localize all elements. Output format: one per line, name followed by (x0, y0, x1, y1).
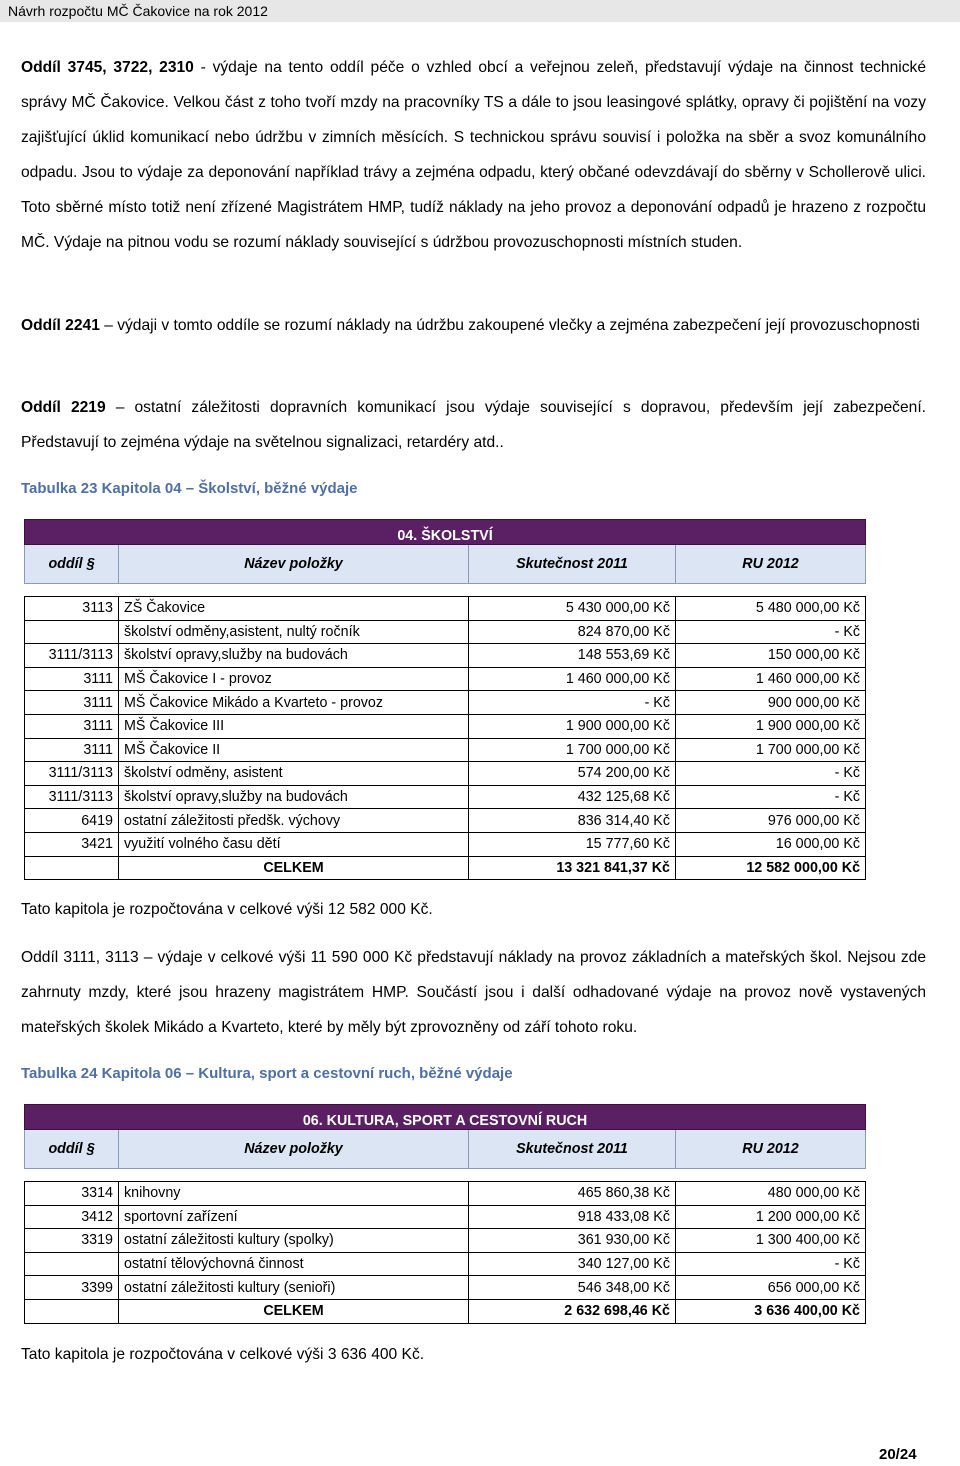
cell-skutecnost: 546 348,00 Kč (469, 1276, 676, 1300)
table-title-row (25, 1105, 866, 1130)
document-header (0, 0, 960, 22)
header-nazev: Název položky (119, 1130, 469, 1169)
cell-oddil: 6419 (25, 809, 119, 833)
table-row (25, 832, 866, 856)
cell-ru: 16 000,00 Kč (676, 832, 866, 856)
cell-nazev: ostatní záležitosti kultury (spolky) (119, 1229, 469, 1253)
cell-nazev: školství odměny, asistent (119, 762, 469, 786)
header-skutecnost: Skutečnost 2011 (469, 1130, 676, 1169)
table-title: 06. KULTURA, SPORT A CESTOVNÍ RUCH (25, 1105, 866, 1130)
cell-oddil: 3111/3113 (25, 644, 119, 668)
table-title-row (25, 520, 866, 545)
cell-ru: 1 900 000,00 Kč (676, 714, 866, 738)
paragraph-chapter06-total: Tato kapitola je rozpočtována v celkové výši 3 636 400 Kč. (21, 1346, 425, 1363)
paragraph-oddil-2219 (21, 390, 926, 460)
cell-ru: - Kč (676, 1252, 866, 1276)
cell-oddil: 3314 (25, 1182, 119, 1206)
cell-oddil: 3111/3113 (25, 762, 119, 786)
total-label: CELKEM (119, 1299, 469, 1323)
table-title: 04. ŠKOLSTVÍ (25, 520, 866, 545)
header-oddil: oddíl § (25, 1130, 119, 1169)
cell-oddil: 3399 (25, 1276, 119, 1300)
table-header-row (25, 545, 866, 584)
cell-skutecnost: 574 200,00 Kč (469, 762, 676, 786)
cell-nazev: školství opravy,služby na budovách (119, 785, 469, 809)
cell-oddil: 3111 (25, 738, 119, 762)
header-ru: RU 2012 (676, 1130, 866, 1169)
cell-skutecnost: 824 870,00 Kč (469, 620, 676, 644)
header-skutecnost: Skutečnost 2011 (469, 545, 676, 584)
cell-nazev: ostatní tělovýchovná činnost (119, 1252, 469, 1276)
cell-oddil: 3319 (25, 1229, 119, 1253)
cell-skutecnost: 465 860,38 Kč (469, 1182, 676, 1206)
cell-ru: 5 480 000,00 Kč (676, 597, 866, 621)
total-label: CELKEM (119, 856, 469, 880)
cell-skutecnost: 361 930,00 Kč (469, 1229, 676, 1253)
total-empty-cell (25, 856, 119, 880)
total-skutecnost: 2 632 698,46 Kč (469, 1299, 676, 1323)
cell-ru: - Kč (676, 762, 866, 786)
page-number: 20/24 (879, 1446, 917, 1463)
cell-nazev: využití volného času dětí (119, 832, 469, 856)
paragraph-oddil-3745 (21, 50, 926, 260)
table-row (25, 762, 866, 786)
cell-skutecnost: - Kč (469, 691, 676, 715)
cell-nazev: ZŠ Čakovice (119, 597, 469, 621)
cell-skutecnost: 836 314,40 Kč (469, 809, 676, 833)
cell-skutecnost: 1 900 000,00 Kč (469, 714, 676, 738)
cell-skutecnost: 1 700 000,00 Kč (469, 738, 676, 762)
table-row (25, 620, 866, 644)
total-skutecnost: 13 321 841,37 Kč (469, 856, 676, 880)
table-total-row (25, 1299, 866, 1323)
table-row (25, 691, 866, 715)
cell-nazev: MŠ Čakovice III (119, 714, 469, 738)
cell-ru: 1 200 000,00 Kč (676, 1205, 866, 1229)
paragraph-chapter04-total: Tato kapitola je rozpočtována v celkové výši 12 582 000 Kč. (21, 901, 433, 918)
cell-ru: 1 700 000,00 Kč (676, 738, 866, 762)
cell-oddil: 3113 (25, 597, 119, 621)
table-caption-24: Tabulka 24 Kapitola 06 – Kultura, sport a cestovní ruch, běžné výdaje (21, 1065, 513, 1082)
table-row (25, 1229, 866, 1253)
cell-nazev: MŠ Čakovice II (119, 738, 469, 762)
cell-skutecnost: 5 430 000,00 Kč (469, 597, 676, 621)
table-row (25, 1252, 866, 1276)
table-row (25, 714, 866, 738)
cell-oddil: 3421 (25, 832, 119, 856)
cell-oddil: 3111/3113 (25, 785, 119, 809)
cell-skutecnost: 15 777,60 Kč (469, 832, 676, 856)
table-row (25, 1276, 866, 1300)
header-ru: RU 2012 (676, 545, 866, 584)
cell-skutecnost: 432 125,68 Kč (469, 785, 676, 809)
table-row (25, 644, 866, 668)
cell-ru: 1 300 400,00 Kč (676, 1229, 866, 1253)
total-ru: 12 582 000,00 Kč (676, 856, 866, 880)
paragraph-oddil-3111: Oddíl 3111, 3113 – výdaje v celkové výši 11 590 000 Kč představují náklady na provoz základních a mateřských škol. Nejsou zde zahrnuty mzdy, které jsou hrazeny magistrátem HMP. Součástí jsou i další odhadované výdaje na provoz nově vystavených mateřských školek Mikádo a Kvarteto, které by měly být zprovozněny od září tohoto roku. (21, 949, 926, 1036)
header-oddil: oddíl § (25, 545, 119, 584)
cell-oddil: 3412 (25, 1205, 119, 1229)
total-ru: 3 636 400,00 Kč (676, 1299, 866, 1323)
table-header-row (25, 1130, 866, 1169)
cell-oddil: 3111 (25, 691, 119, 715)
table-row (25, 738, 866, 762)
table-skolstvi (24, 519, 866, 880)
table-kultura (24, 1104, 866, 1324)
cell-ru: 480 000,00 Kč (676, 1182, 866, 1206)
paragraph-lead: Oddíl 2219 (21, 399, 106, 416)
cell-nazev: MŠ Čakovice I - provoz (119, 667, 469, 691)
cell-ru: 900 000,00 Kč (676, 691, 866, 715)
cell-ru: 656 000,00 Kč (676, 1276, 866, 1300)
cell-ru: 150 000,00 Kč (676, 644, 866, 668)
paragraph-oddil-2241 (21, 308, 926, 343)
cell-skutecnost: 340 127,00 Kč (469, 1252, 676, 1276)
cell-nazev: ostatní záležitosti předšk. výchovy (119, 809, 469, 833)
cell-ru: 1 460 000,00 Kč (676, 667, 866, 691)
document-title: Návrh rozpočtu MČ Čakovice na rok 2012 (8, 3, 268, 19)
table-row (25, 1182, 866, 1206)
cell-oddil: 3111 (25, 714, 119, 738)
paragraph-text: - výdaje na tento oddíl péče o vzhled obcí a veřejnou zeleň, představují výdaje na činnost technické správy MČ Čakovice. Velkou část z toho tvoří mzdy na pracovníky TS a dále to jsou leasingové splátky, opravy či pojištění na vozy zajišťující úklid komunikací nebo údržbu v zimních měsících. S technickou správu souvisí i položka na sběr a svoz komunálního odpadu. Jsou to výdaje za deponování například trávy a zejména odpadu, který občané odevzdávají do sběrny v Schollerově ulici. Toto sběrné místo totiž není zřízené Magistrátem HMP, tudíž náklady na jeho provoz a deponování odpadů je hrazeno z rozpočtu MČ. Výdaje na pitnou vodu se rozumí náklady související s údržbou provozuschopnosti místních studen. (21, 59, 926, 251)
cell-skutecnost: 1 460 000,00 Kč (469, 667, 676, 691)
table-row (25, 809, 866, 833)
cell-oddil: 3111 (25, 667, 119, 691)
paragraph-text: – výdaji v tomto oddíle se rozumí náklady na údržbu zakoupené vlečky a zejména zabezpečení její provozuschopnosti (99, 317, 920, 334)
cell-nazev: školství odměny,asistent, nultý ročník (119, 620, 469, 644)
cell-oddil (25, 1252, 119, 1276)
header-nazev: Název položky (119, 545, 469, 584)
table-total-row (25, 856, 866, 880)
table-row (25, 785, 866, 809)
cell-skutecnost: 918 433,08 Kč (469, 1205, 676, 1229)
cell-nazev: ostatní záležitosti kultury (senioři) (119, 1276, 469, 1300)
cell-ru: 976 000,00 Kč (676, 809, 866, 833)
cell-skutecnost: 148 553,69 Kč (469, 644, 676, 668)
table-row (25, 597, 866, 621)
cell-nazev: sportovní zařízení (119, 1205, 469, 1229)
paragraph-lead: Oddíl 3745, 3722, 2310 (21, 59, 194, 76)
table-caption-23: Tabulka 23 Kapitola 04 – Školství, běžné výdaje (21, 480, 358, 497)
cell-nazev: školství opravy,služby na budovách (119, 644, 469, 668)
paragraph-text: – ostatní záležitosti dopravních komunikací jsou výdaje související s dopravou, především její zabezpečení. Představují to zejména výdaje na světelnou signalizaci, retardéry atd.. (21, 399, 926, 451)
cell-ru: - Kč (676, 785, 866, 809)
total-empty-cell (25, 1299, 119, 1323)
cell-nazev: MŠ Čakovice Mikádo a Kvarteto - provoz (119, 691, 469, 715)
cell-ru: - Kč (676, 620, 866, 644)
paragraph-lead: Oddíl 2241 (21, 317, 100, 334)
cell-oddil (25, 620, 119, 644)
cell-nazev: knihovny (119, 1182, 469, 1206)
table-row (25, 667, 866, 691)
table-row (25, 1205, 866, 1229)
